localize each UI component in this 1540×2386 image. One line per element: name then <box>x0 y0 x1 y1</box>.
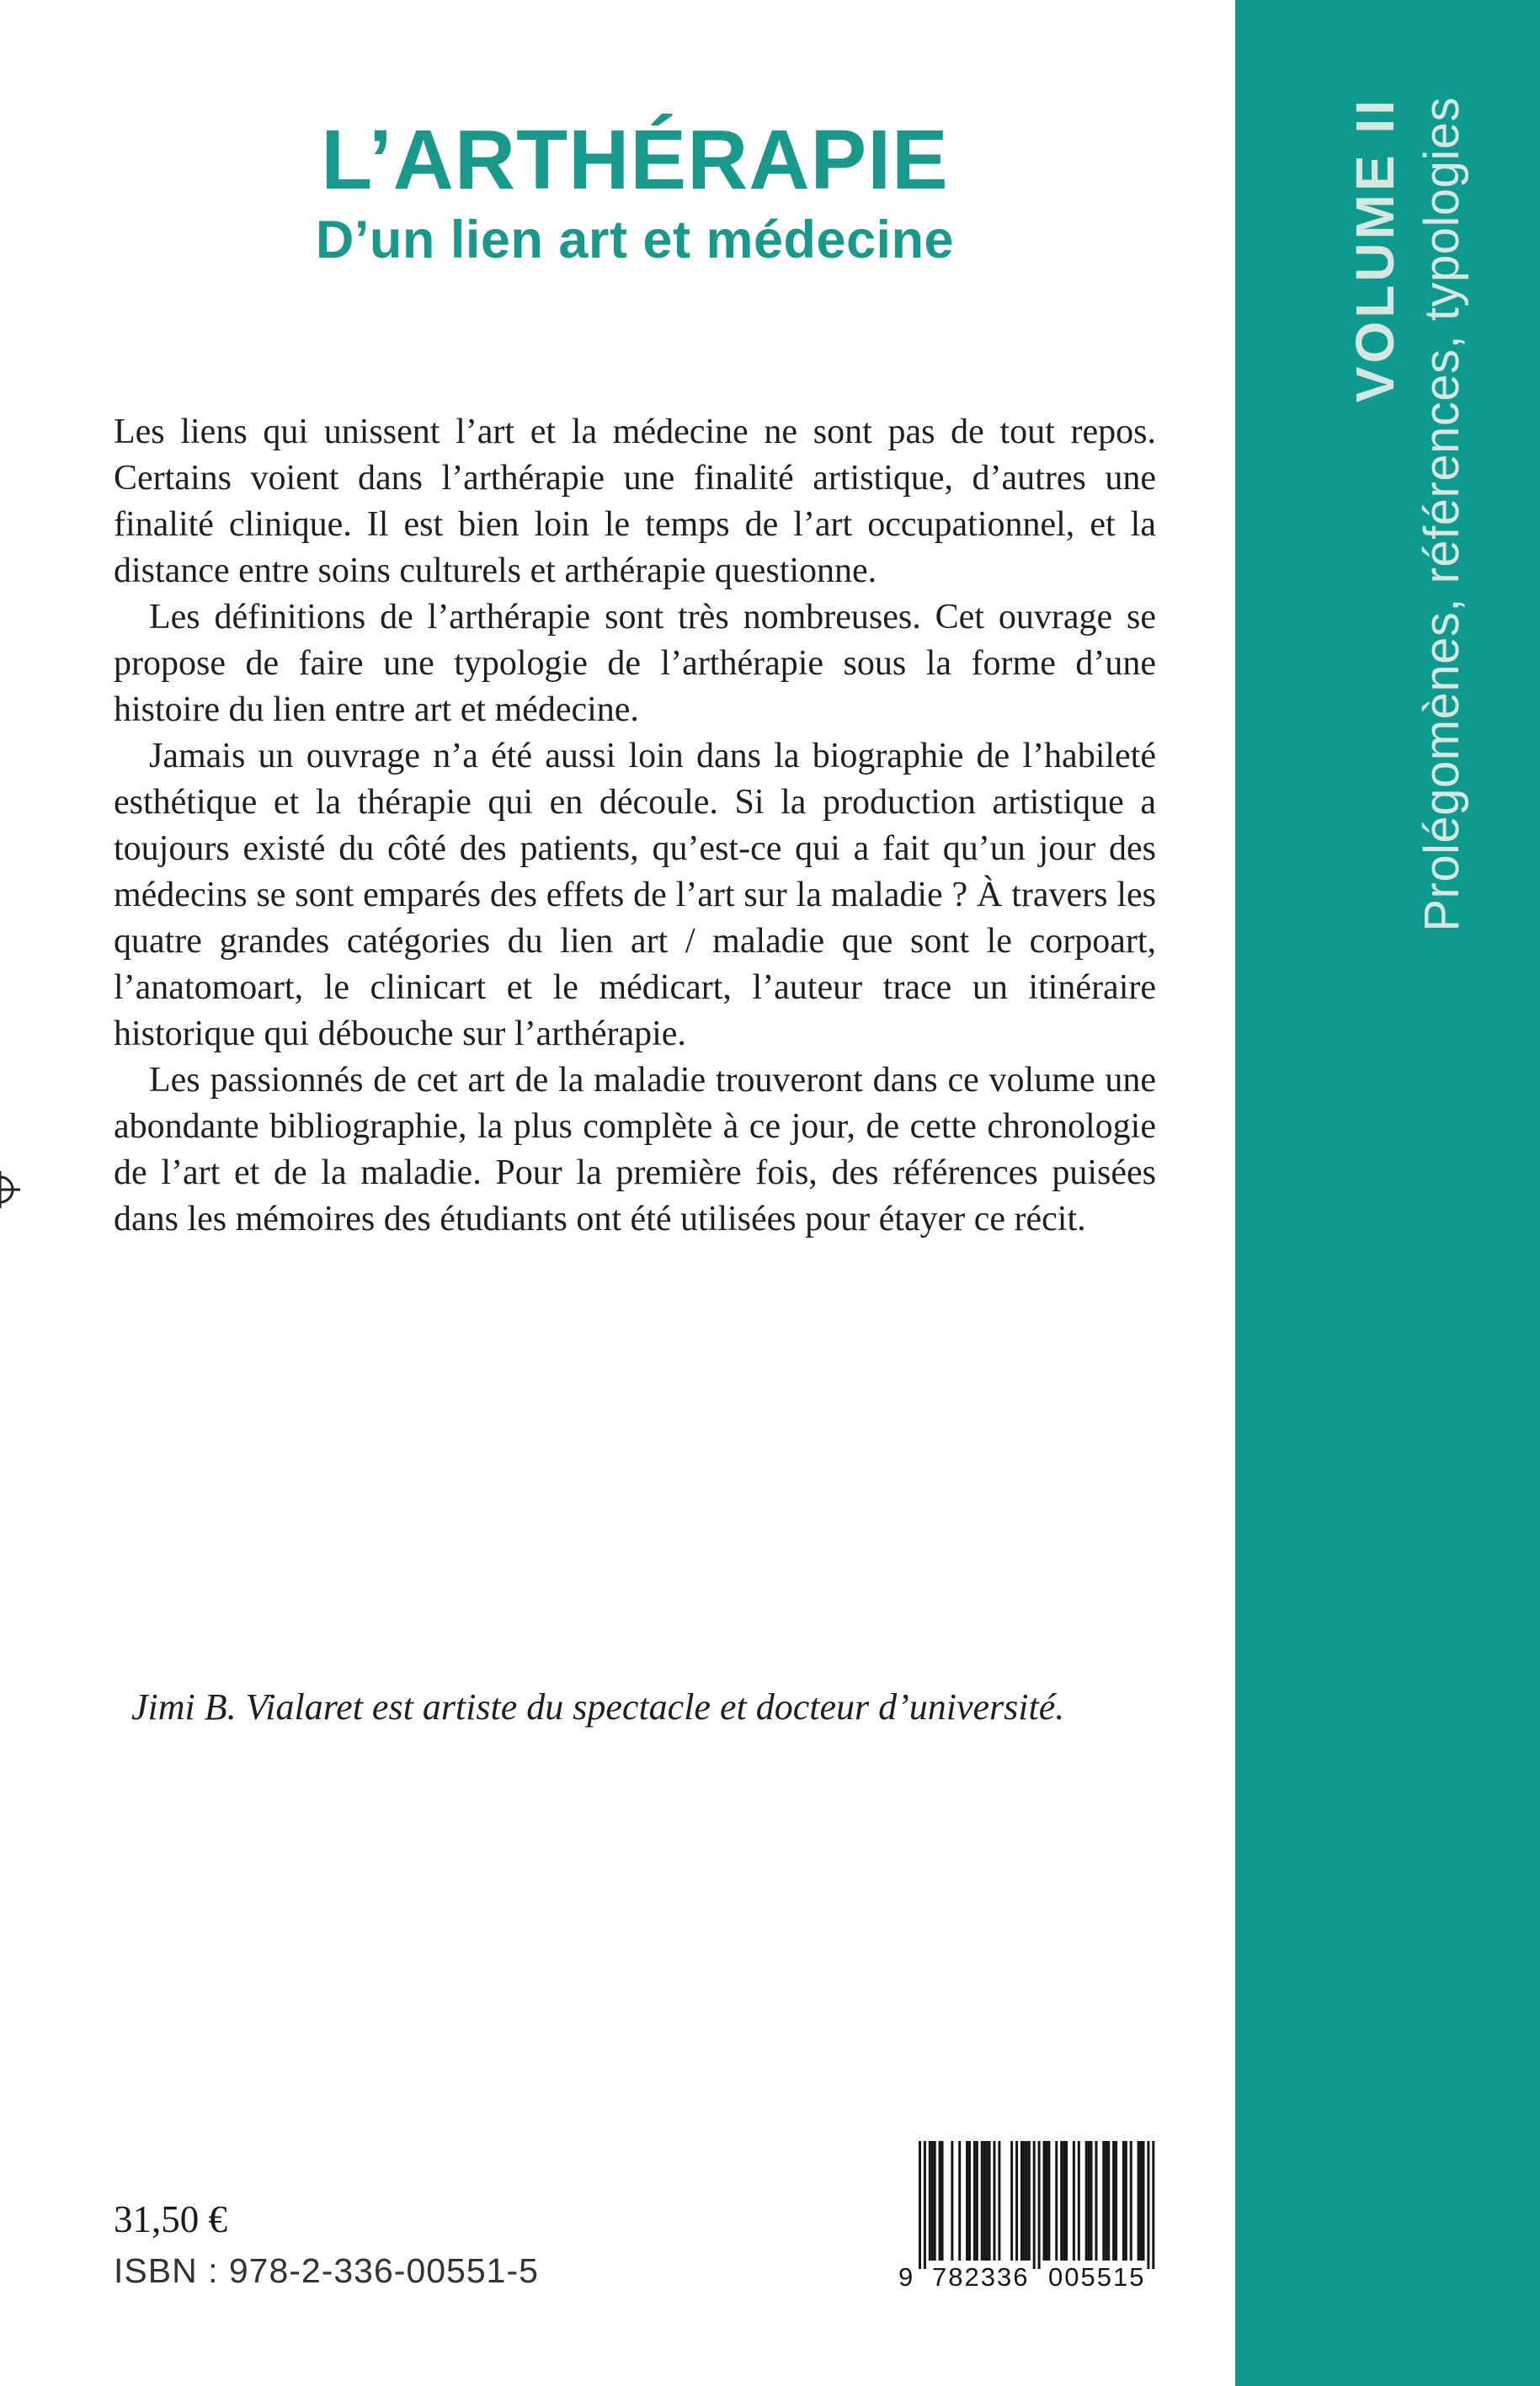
spine-series-subtitle: Prolégomènes, références, typologies <box>1415 97 1469 932</box>
page-title: L’ARTHÉRAPIE <box>321 113 949 207</box>
blurb-paragraph: Jamais un ouvrage n’a été aussi loin dans la biographie de l’habileté esthétique et la thérapie qui en découle. Si la production artistique a toujours existé du côté des patients, qu’est-ce qui a fait qu’un jour des médecins se sont emparés des effets de l’art sur la maladie ? À travers les quatre grandes catégories du lien art / maladie que sont le corpoart, l’anatomoart, le clinicart et le médicart, l’auteur trace un itinéraire historique qui débouche sur l’arthérapie. <box>114 737 1156 1053</box>
back-cover-blurb <box>114 409 1156 1243</box>
price-label: 31,50 € <box>114 2198 227 2240</box>
registration-mark <box>0 1164 24 1215</box>
barcode-digit-lead: 9 <box>898 2262 915 2292</box>
blurb-paragraph: Les définitions de l’arthérapie sont très nombreuses. Cet ouvrage se propose de faire une typologie de l’arthérapie sous la forme d’une histoire du lien entre art et médecine. <box>114 598 1156 729</box>
spine-volume-label: VOLUME II <box>1345 97 1405 403</box>
blurb-paragraph: Les liens qui unissent l’art et la médecine ne sont pas de tout repos. Certains voient dans l’arthérapie une finalité artistique, d’autres une finalité clinique. Il est bien loin le temps de l’art occupationnel, et la distance entre soins culturels et arthérapie questionne. <box>114 413 1156 590</box>
barcode-digit-group2: 005515 <box>1048 2262 1146 2292</box>
title-block <box>114 111 1156 271</box>
isbn-label: ISBN : 978-2-336-00551-5 <box>114 2251 539 2290</box>
ean13-barcode <box>898 2141 1159 2293</box>
spine-text <box>1341 97 1476 1023</box>
barcode-digit-group1: 782336 <box>932 2262 1030 2292</box>
author-note: Jimi B. Vialaret est artiste du spectacle et docteur d’université. <box>131 1686 1065 1728</box>
blurb-paragraph: Les passionnés de cet art de la maladie trouveront dans ce volume une abondante bibliographie, la plus complète à ce jour, de cette chronologie de l’art et de la maladie. Pour la première fois, des références puisées dans les mémoires des étudiants ont été utilisées pour étayer ce récit. <box>114 1061 1156 1238</box>
page-subtitle: D’un lien art et médecine <box>315 210 955 269</box>
barcode-bars <box>898 2141 1159 2269</box>
